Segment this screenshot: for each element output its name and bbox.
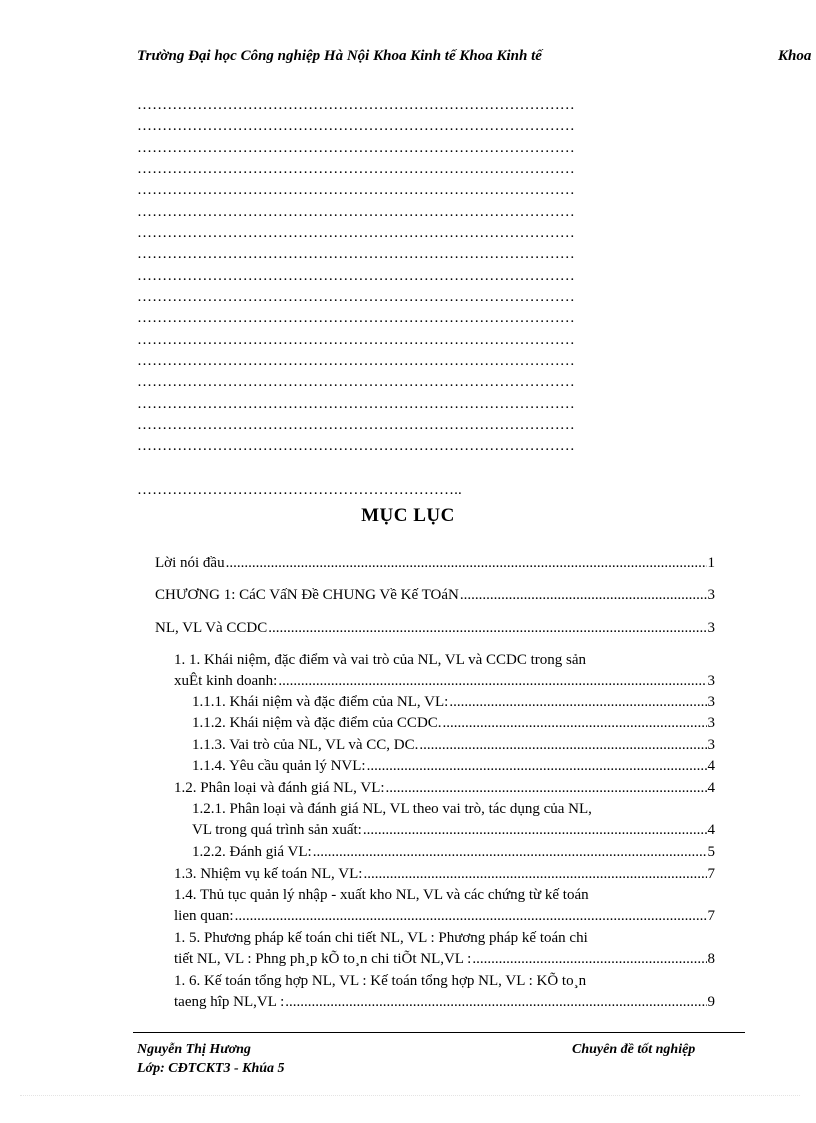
toc-entry-text[interactable]: 1.4. Thủ tục quản lý nhập - xuất kho NL, VL và các chứng từ kế toán xyxy=(174,887,589,903)
toc-entry-text[interactable]: 1. 1. Khái niệm, đặc điểm và vai trò của NL, VL và CCDC trong sản xyxy=(174,652,586,668)
toc-entry-text: 1.2.2. Đánh giá VL: xyxy=(192,844,312,860)
toc-entry-text: Lời nói đầu xyxy=(155,555,225,571)
toc-leader xyxy=(443,715,707,732)
dotted-line: …………………………………………………………………………… xyxy=(137,396,575,412)
page-header-title: Trường Đại học Công nghiệp Hà Nội Khoa Kinh tế Khoa Kinh tế xyxy=(137,48,542,64)
toc-leader xyxy=(235,908,707,925)
dotted-line: …………………………………………………………………………… xyxy=(137,182,575,198)
toc-entry[interactable] xyxy=(155,587,715,604)
toc-leader xyxy=(367,758,707,775)
toc-page-number: 3 xyxy=(707,587,715,603)
dotted-line: ……………………………………………………….. xyxy=(137,482,462,498)
toc-page-number: 3 xyxy=(707,673,715,689)
dotted-line: …………………………………………………………………………… xyxy=(137,353,575,369)
footer-document-title: Chuyên đề tốt nghiệp xyxy=(572,1042,696,1057)
toc-leader xyxy=(268,620,706,637)
dotted-line: …………………………………………………………………………… xyxy=(137,118,575,134)
dotted-line: …………………………………………………………………………… xyxy=(137,140,575,156)
toc-entry-text: 1.1.4. Yêu cầu quản lý NVL: xyxy=(192,758,366,774)
toc-entry-text: 1.1.2. Khái niệm và đặc điểm của CCDC. xyxy=(192,715,442,731)
toc-entry-text: xuÊt kinh doanh: xyxy=(174,673,278,689)
footer-rule xyxy=(133,1032,745,1033)
dotted-line: …………………………………………………………………………… xyxy=(137,97,575,113)
toc-page-number: 4 xyxy=(707,758,715,774)
toc-leader xyxy=(226,555,707,572)
toc-entry[interactable] xyxy=(174,866,715,883)
toc-leader xyxy=(419,737,706,754)
toc-page-number: 3 xyxy=(707,737,715,753)
toc-entry[interactable] xyxy=(192,715,715,732)
toc-page-number: 3 xyxy=(707,620,715,636)
toc-entry-text: NL, VL Và CCDC xyxy=(155,620,268,636)
dotted-line: …………………………………………………………………………… xyxy=(137,204,575,220)
toc-entry-text: 1.1.3. Vai trò của NL, VL và CC, DC. xyxy=(192,737,419,753)
toc-entry[interactable] xyxy=(192,737,715,754)
toc-leader xyxy=(386,780,707,797)
toc-entry-text[interactable]: 1. 5. Phương pháp kế toán chi tiết NL, VL : Phương pháp kế toán chi xyxy=(174,930,588,946)
toc-entry-text: CHƯƠNG 1: CáC VấN Đề CHUNG Về Kế TOáN xyxy=(155,587,459,603)
toc-entry[interactable] xyxy=(155,555,715,572)
toc-page-number: 7 xyxy=(707,908,715,924)
toc-page-number: 1 xyxy=(707,555,715,571)
toc-entry[interactable] xyxy=(174,994,715,1011)
toc-entry-text: 1.2. Phân loại và đánh giá NL, VL: xyxy=(174,780,385,796)
toc-page-number: 9 xyxy=(707,994,715,1010)
toc-entry[interactable] xyxy=(174,951,715,968)
toc-page-number: 4 xyxy=(707,822,715,838)
page-bottom-dotted-border xyxy=(20,1095,800,1096)
toc-entry-text[interactable]: 1. 6. Kế toán tổng hợp NL, VL : Kế toán tổng hợp NL, VL : KÕ to¸n xyxy=(174,973,587,989)
toc-entry[interactable] xyxy=(174,780,715,797)
toc-entry[interactable] xyxy=(192,694,715,711)
toc-page-number: 8 xyxy=(707,951,715,967)
toc-entry-text: 1.3. Nhiệm vụ kế toán NL, VL: xyxy=(174,866,363,882)
dotted-line: …………………………………………………………………………… xyxy=(137,374,575,390)
toc-entry-text: tiết NL, VL : Phng ph¸p kÕ to¸n chi tiÕt NL,VL : xyxy=(174,951,472,967)
toc-leader xyxy=(363,866,706,883)
dotted-line: …………………………………………………………………………… xyxy=(137,161,575,177)
toc-page-number: 7 xyxy=(707,866,715,882)
toc-leader xyxy=(449,694,706,711)
toc-leader xyxy=(285,994,706,1011)
dotted-line: …………………………………………………………………………… xyxy=(137,268,575,284)
toc-entry-text[interactable]: 1.2.1. Phân loại và đánh giá NL, VL theo vai trò, tác dụng của NL, xyxy=(192,801,592,817)
toc-page-number: 5 xyxy=(707,844,715,860)
toc-entry[interactable] xyxy=(155,620,715,637)
footer-author-name: Nguyễn Thị Hương xyxy=(137,1042,251,1057)
toc-leader xyxy=(278,673,706,690)
toc-leader xyxy=(313,844,707,861)
toc-entry-text: 1.1.1. Khái niệm và đặc điểm của NL, VL: xyxy=(192,694,449,710)
toc-page-number: 3 xyxy=(707,694,715,710)
toc-entry-text: VL trong quá trình sản xuất: xyxy=(192,822,362,838)
toc-entry[interactable] xyxy=(174,908,715,925)
dotted-line: …………………………………………………………………………… xyxy=(137,310,575,326)
toc-entry[interactable] xyxy=(192,758,715,775)
page-header-overflow: Khoa xyxy=(778,48,812,64)
toc-entry[interactable] xyxy=(192,822,715,839)
toc-page-number: 3 xyxy=(707,715,715,731)
dotted-line: …………………………………………………………………………… xyxy=(137,289,575,305)
toc-leader xyxy=(472,951,706,968)
dotted-line: …………………………………………………………………………… xyxy=(137,225,575,241)
toc-leader xyxy=(460,587,707,604)
dotted-line: …………………………………………………………………………… xyxy=(137,438,575,454)
toc-entry-text: taeng hîp NL,VL : xyxy=(174,994,285,1010)
toc-entry[interactable] xyxy=(192,844,715,861)
toc-entry[interactable] xyxy=(174,673,715,690)
toc-page-number: 4 xyxy=(707,780,715,796)
toc-entry-text: lien quan: xyxy=(174,908,234,924)
dotted-line: …………………………………………………………………………… xyxy=(137,246,575,262)
toc-title: MỤC LỤC xyxy=(361,505,455,526)
toc-leader xyxy=(363,822,707,839)
dotted-line: …………………………………………………………………………… xyxy=(137,332,575,348)
footer-class: Lớp: CĐTCKT3 - Khúa 5 xyxy=(137,1061,285,1076)
dotted-line: …………………………………………………………………………… xyxy=(137,417,575,433)
